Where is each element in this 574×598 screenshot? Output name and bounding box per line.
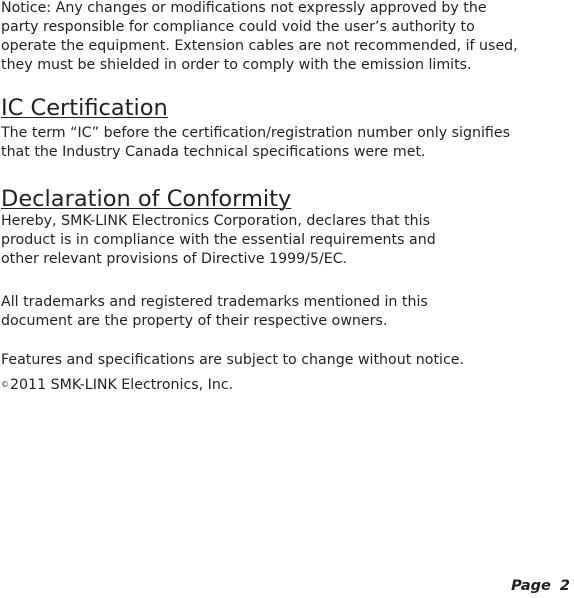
declaration-of-conformity-paragraph: Hereby, SMK-LINK Electronics Corporation, declares that this product is in compliance with the essential requirements and other relevant provisions of Directive 1999/5/EC. [1,213,436,267]
page-label: Page [511,578,551,594]
fcc-notice-paragraph: Notice: Any changes or modifications not expressly approved by the party responsible for compliance could void the user’s authority to operate the equipment. Extension cables are not recommended, if used, they must be shielded in order to comply with the emission limits. [1,0,518,73]
copyright-symbol: © [1,380,9,389]
page-number: 2 [559,578,570,594]
ic-certification-heading: IC Certification [1,95,168,121]
trademarks-paragraph: All trademarks and registered trademarks mentioned in this document are the property of their respective owners. [1,294,428,329]
features-notice-paragraph: Features and specifications are subject to change without notice. [1,352,465,368]
ic-certification-paragraph: The term “IC” before the certification/registration number only signifies that the Industry Canada technical specifications were met. [1,125,510,160]
copyright-line [1,375,233,395]
declaration-of-conformity-heading: Declaration of Conformity [1,186,292,212]
copyright-text: 2011 SMK-LINK Electronics, Inc. [10,377,234,393]
page-number-footer [511,578,570,594]
